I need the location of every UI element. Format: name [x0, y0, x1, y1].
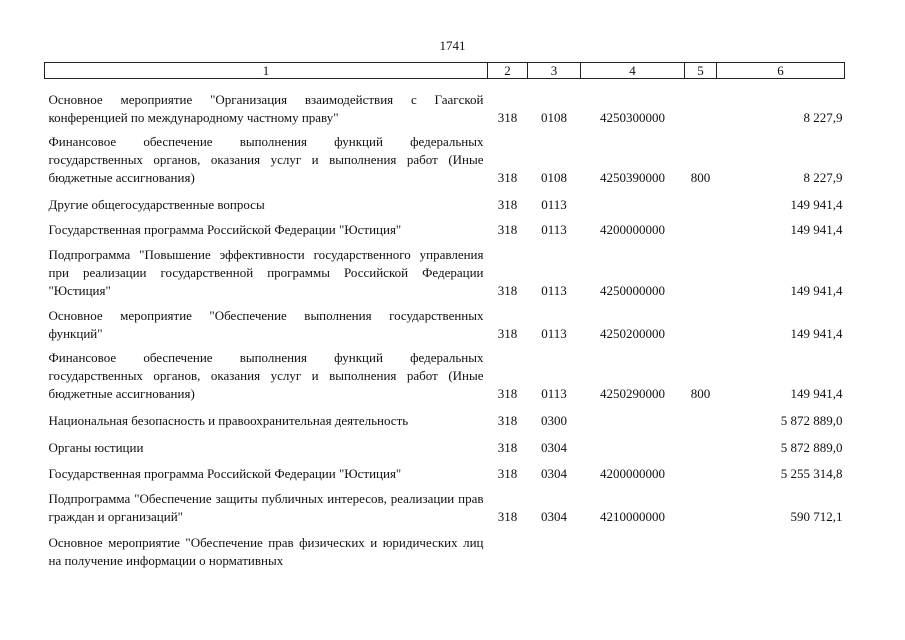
- row-section: 0113: [541, 282, 567, 298]
- column-header-2: 2: [488, 63, 528, 79]
- row-name: Органы юстиции: [48, 439, 144, 455]
- row-name: Национальная безопасность и правоохранительная деятельность: [48, 412, 409, 428]
- row-type: [685, 483, 717, 526]
- table-row: [45, 403, 845, 430]
- row-target: 4250300000: [600, 109, 665, 125]
- row-section: 0304: [541, 508, 567, 524]
- row-type: [685, 79, 717, 127]
- table-row: [45, 483, 845, 526]
- table-row: [45, 457, 845, 483]
- row-target: [581, 187, 685, 214]
- row-target: 4250000000: [600, 282, 665, 298]
- row-name: Финансовое обеспечение выполнения функций федеральных государственных органов, оказания услуг и выполнения работ (Иные бюджетные ассигнования): [48, 133, 484, 185]
- column-header-row: [45, 63, 845, 79]
- row-name: Основное мероприятие "Организация взаимодействия с Гаагской конференцией по международному частному праву": [48, 91, 484, 125]
- row-type: [685, 430, 717, 457]
- row-type: 800: [690, 169, 711, 185]
- row-type: [685, 239, 717, 300]
- row-target: [581, 403, 685, 430]
- row-amount: 590 712,1: [790, 508, 843, 524]
- row-section: 0108: [541, 109, 567, 125]
- row-type: [685, 403, 717, 430]
- row-target: 4250200000: [600, 325, 665, 341]
- row-section: 0113: [541, 385, 567, 401]
- row-code: 318: [497, 508, 518, 524]
- table-row: [45, 214, 845, 239]
- row-section: 0304: [541, 439, 567, 455]
- row-target: [581, 526, 685, 570]
- row-amount: 8 227,9: [803, 109, 843, 125]
- row-code: 318: [497, 325, 518, 341]
- row-type: [685, 457, 717, 483]
- row-section: 0304: [541, 465, 567, 481]
- row-type: [685, 187, 717, 214]
- row-code: 318: [497, 282, 518, 298]
- row-code: [488, 526, 528, 570]
- table-row: [45, 239, 845, 300]
- row-target: [581, 430, 685, 457]
- row-amount: 149 941,4: [790, 282, 843, 298]
- row-name: Государственная программа Российской Федерации "Юстиция": [48, 221, 402, 237]
- column-header-3: 3: [528, 63, 581, 79]
- row-code: 318: [497, 109, 518, 125]
- row-amount: 5 872 889,0: [780, 412, 843, 428]
- row-name: Основное мероприятие "Обеспечение прав физических и юридических лиц на получение информации о нормативных: [48, 534, 484, 568]
- row-amount: 5 255 314,8: [780, 465, 843, 481]
- row-type: [685, 214, 717, 239]
- row-target: 4200000000: [600, 465, 665, 481]
- row-section: 0108: [541, 169, 567, 185]
- row-name: Подпрограмма "Повышение эффективности государственного управления при реализации государственной программы Российской Федерации "Юстиция": [48, 246, 484, 298]
- row-target: 4210000000: [600, 508, 665, 524]
- column-header-1: 1: [45, 63, 488, 79]
- row-code: 318: [497, 412, 518, 428]
- row-section: 0113: [541, 196, 567, 212]
- row-amount: 8 227,9: [803, 169, 843, 185]
- row-amount: [717, 526, 845, 570]
- row-section: 0113: [541, 325, 567, 341]
- column-header-6: 6: [717, 63, 845, 79]
- table-row: [45, 430, 845, 457]
- row-section: 0113: [541, 221, 567, 237]
- row-code: 318: [497, 439, 518, 455]
- table-row: [45, 526, 845, 570]
- row-name: Государственная программа Российской Федерации "Юстиция": [48, 465, 402, 481]
- row-section: [528, 526, 581, 570]
- row-code: 318: [497, 196, 518, 212]
- row-code: 318: [497, 385, 518, 401]
- row-code: 318: [497, 169, 518, 185]
- row-name: Другие общегосударственные вопросы: [48, 196, 265, 212]
- row-name: Финансовое обеспечение выполнения функций федеральных государственных органов, оказания услуг и выполнения работ (Иные бюджетные ассигнования): [48, 349, 484, 401]
- row-amount: 149 941,4: [790, 325, 843, 341]
- table-row: [45, 127, 845, 187]
- row-name: Основное мероприятие "Обеспечение выполнения государственных функций": [48, 307, 484, 341]
- page-number: 1741: [439, 38, 466, 53]
- row-target: 4200000000: [600, 221, 665, 237]
- budget-table: [44, 62, 845, 570]
- row-type: [685, 300, 717, 343]
- row-amount: 5 872 889,0: [780, 439, 843, 455]
- row-code: 318: [497, 221, 518, 237]
- row-type: 800: [690, 385, 711, 401]
- column-header-4: 4: [581, 63, 685, 79]
- row-amount: 149 941,4: [790, 196, 843, 212]
- table-row: [45, 343, 845, 403]
- column-header-5: 5: [685, 63, 717, 79]
- row-amount: 149 941,4: [790, 221, 843, 237]
- row-amount: 149 941,4: [790, 385, 843, 401]
- row-type: [685, 526, 717, 570]
- row-section: 0300: [541, 412, 567, 428]
- table-row: [45, 300, 845, 343]
- table-row: [45, 79, 845, 127]
- row-name: Подпрограмма "Обеспечение защиты публичных интересов, реализации прав граждан и организаций": [48, 490, 484, 524]
- row-target: 4250390000: [600, 169, 665, 185]
- row-code: 318: [497, 465, 518, 481]
- table-row: [45, 187, 845, 214]
- row-target: 4250290000: [600, 385, 665, 401]
